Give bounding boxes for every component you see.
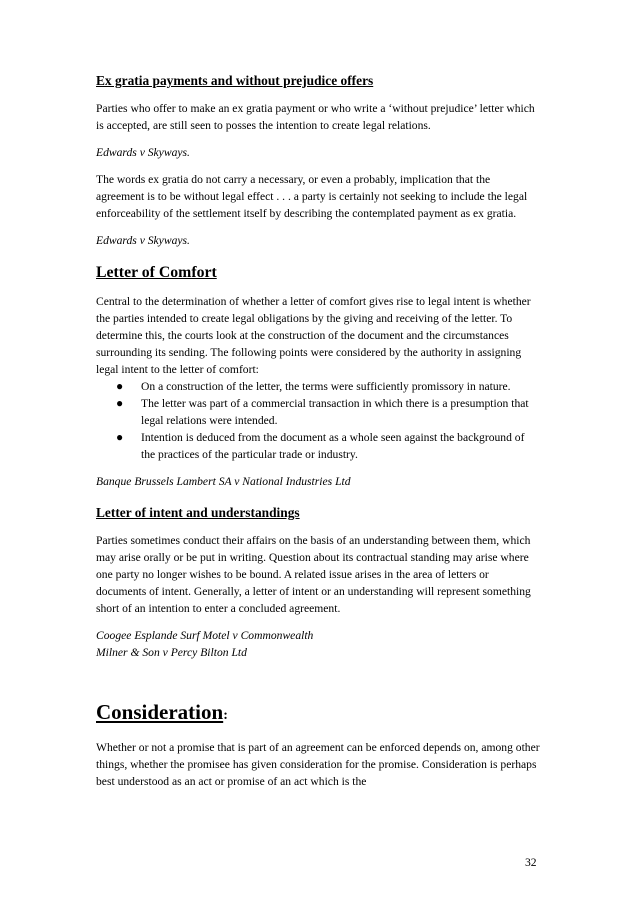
comfort-bullet-list bbox=[96, 378, 541, 463]
case-citation-banque: Banque Brussels Lambert SA v National Industries Ltd bbox=[96, 475, 351, 488]
heading-ex-gratia: Ex gratia payments and without prejudice offers bbox=[96, 73, 374, 88]
case-citation-edwards-1: Edwards v Skyways. bbox=[96, 146, 190, 159]
paragraph-ex-gratia-2: The words ex gratia do not carry a necessary, or even a probably, implication that the agreement is to be without legal effect . . . a party is certainly not seeking to include the legal enforceability of the settlement itself by describing the contemplated payment as ex gratia. bbox=[96, 173, 528, 220]
bullet-icon: ● bbox=[116, 396, 124, 410]
paragraph-consideration: Whether or not a promise that is part of an agreement can be enforced depends on, among other things, whether the promisee has given consideration for the promise. Consideration is perhaps best understood as an act or promise of an act which is the bbox=[96, 741, 540, 788]
paragraph-letter-of-comfort: Central to the determination of whether a letter of comfort gives rise to legal intent is whether the parties intended to create legal obligations by the giving and receiving of the letter. To determine this, the courts look at the construction of the document and the circumstances surrounding its sending. The following points were considered by the authority in assigning legal intent to the letter of comfort: bbox=[96, 295, 531, 376]
paragraph-ex-gratia-1: Parties who offer to make an ex gratia payment or who write a ‘without prejudice’ letter which is accepted, are still seen to posses the intention to create legal relations. bbox=[96, 102, 535, 132]
heading-letter-of-comfort: Letter of Comfort bbox=[96, 264, 217, 281]
case-citation-milner: Milner & Son v Percy Bilton Ltd bbox=[96, 646, 247, 659]
bullet-icon: ● bbox=[116, 430, 124, 444]
bullet-icon: ● bbox=[116, 379, 124, 393]
list-item: ● On a construction of the letter, the terms were sufficiently promissory in nature. bbox=[116, 379, 511, 393]
page-number: 32 bbox=[525, 856, 537, 869]
page-content bbox=[96, 72, 541, 790]
case-citation-coogee: Coogee Esplande Surf Motel v Commonwealth bbox=[96, 629, 314, 642]
heading-consideration: Consideration: bbox=[96, 700, 228, 724]
paragraph-letter-of-intent: Parties sometimes conduct their affairs on the basis of an understanding between them, which may arise orally or be put in writing. Question about its contractual standing may arise where one party no longer wishes to be bound. A related issue arises in the area of letters or documents of intent. Generally, a letter of intent or an understanding will represent something short of an intention to enter a concluded agreement. bbox=[96, 534, 531, 615]
heading-letter-of-intent: Letter of intent and understandings bbox=[96, 505, 300, 520]
list-item: ● The letter was part of a commercial transaction in which there is a presumption that legal relations were intended. bbox=[116, 396, 529, 427]
case-citation-edwards-2: Edwards v Skyways. bbox=[96, 234, 190, 247]
list-item: ● Intention is deduced from the document as a whole seen against the background of the practices of the particular trade or industry. bbox=[116, 430, 525, 461]
